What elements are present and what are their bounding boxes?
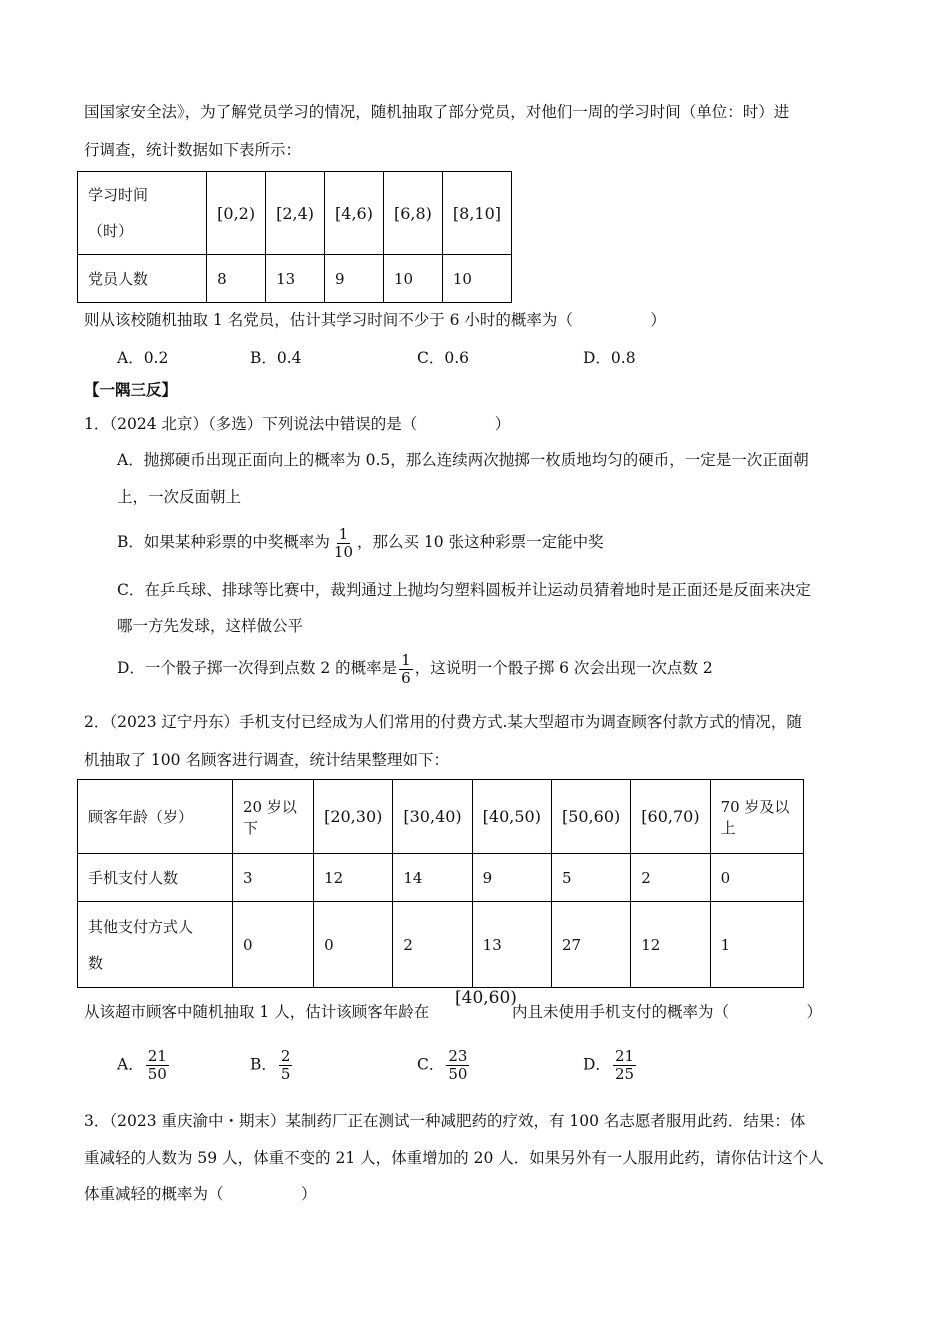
table-header-cell: [60,70) [631, 780, 710, 854]
q1-option-b [117, 524, 604, 561]
fraction-numerator: 1 [338, 524, 349, 543]
section-title: 【一隅三反】 [84, 380, 178, 399]
fraction-numerator: 23 [448, 1047, 468, 1065]
fraction-denominator: 6 [401, 668, 411, 687]
header-label-line2: （时） [88, 222, 134, 240]
table-cell: 党员人数 [78, 255, 207, 303]
fraction [332, 526, 355, 561]
table-cell: 2 [631, 854, 710, 902]
q0-stem: 则从该校随机抽取 1 名党员，估计其学习时间不少于 6 小时的概率为（ ） [84, 311, 666, 329]
fraction [279, 1048, 293, 1083]
table-cell: 5 [551, 854, 630, 902]
q3-line-1: 3．（2023 重庆渝中・期末）某制药厂正在测试一种减肥药的疗效，有 100 名志愿者服用此药．结果：体 [84, 1112, 806, 1130]
table-row [78, 255, 512, 303]
table-cell: 3 [233, 854, 314, 902]
intro-line-2: 行调查，统计数据如下表所示： [84, 141, 302, 159]
table-header-cell: [6,8) [383, 172, 442, 255]
table-cell: 12 [314, 854, 393, 902]
table-header-cell: [0,2) [207, 172, 266, 255]
q3-line-3: 体重减轻的概率为（ ） [84, 1185, 317, 1203]
table-cell: 10 [383, 255, 442, 303]
table-header-cell: 70 岁及以上 [710, 780, 803, 854]
table-cell: 1 [710, 902, 803, 988]
table-cell: 12 [631, 902, 710, 988]
row-label-line2: 数 [88, 953, 104, 972]
table-cell: 13 [266, 255, 325, 303]
q0-option-a: A．0.2 [117, 349, 169, 367]
q2-option-d [583, 1048, 638, 1083]
fraction [613, 1048, 636, 1083]
fraction-denominator: 5 [280, 1065, 291, 1083]
fraction-denominator: 10 [333, 542, 353, 561]
table-row [78, 902, 804, 988]
q1-option-a-line2: 上，一次反面朝上 [117, 488, 242, 506]
table-cell: 27 [551, 902, 630, 988]
table-cell: 0 [710, 854, 803, 902]
fraction [146, 1048, 169, 1083]
table-row [78, 854, 804, 902]
fraction-denominator: 50 [448, 1065, 468, 1083]
q2-stem-interval: [40,60) [455, 988, 517, 1008]
intro-line-1: 国国家安全法》，为了解党员学习的情况，随机抽取了部分党员，对他们一周的学习时间（单位：时）进 [84, 103, 790, 121]
table-header-cell: [8,10] [442, 172, 511, 255]
payment-table [77, 779, 804, 988]
table-header-cell: [50,60) [551, 780, 630, 854]
table-cell: 13 [472, 902, 551, 988]
fraction-numerator: 21 [147, 1047, 167, 1065]
table-cell: 0 [314, 902, 393, 988]
q1-option-c-line1: C．在乒乓球、排球等比赛中，裁判通过上抛均匀塑料圆板并让运动员猜着地时是正面还是反面来决定 [117, 581, 811, 599]
fraction-denominator: 25 [614, 1065, 635, 1083]
option-label: A． [117, 1055, 144, 1074]
q1-option-c-line2: 哪一方先发球，这样做公平 [117, 617, 304, 635]
table-cell: 9 [325, 255, 384, 303]
q2-stem-pre: 从该超市顾客中随机抽取 1 人，估计该顾客年龄在 [84, 1003, 430, 1021]
option-label: C． [417, 1055, 445, 1074]
row-label-line1: 其他支付方式人 [88, 917, 194, 936]
q1-option-d-text: ，这说明一个骰子掷 6 次会出现一次点数 2 [414, 659, 713, 677]
q1-option-d [117, 650, 713, 687]
q0-option-b: B．0.4 [250, 349, 302, 367]
q0-option-d: D．0.8 [583, 349, 636, 367]
table-header-cell: [40,50) [472, 780, 551, 854]
q1-option-a-line1: A．抛掷硬币出现正面向上的概率为 0.5，那么连续两次抛掷一枚质地均匀的硬币，一定是一次正面朝 [117, 451, 809, 469]
q2-option-b [250, 1048, 294, 1083]
q1-option-d-text: D．一个骰子掷一次得到点数 2 的概率是 [117, 659, 398, 677]
table-header-cell [78, 172, 207, 255]
q3-line-2: 重减轻的人数为 59 人，体重不变的 21 人，体重增加的 20 人．如果另外有一人服用此药，请你估计这个人 [84, 1149, 824, 1167]
table-header-cell: [20,30) [314, 780, 393, 854]
fraction-numerator: 1 [401, 650, 411, 669]
fraction [446, 1048, 469, 1083]
table-cell: 8 [207, 255, 266, 303]
fraction-numerator: 21 [614, 1047, 635, 1065]
header-label-line1: 学习时间 [88, 186, 149, 204]
table-cell: 0 [233, 902, 314, 988]
table-cell: 10 [442, 255, 511, 303]
option-label: B． [250, 1055, 277, 1074]
table-header-cell: [2,4) [266, 172, 325, 255]
fraction [399, 652, 413, 687]
q2-option-a [117, 1048, 171, 1083]
study-time-table [77, 171, 512, 303]
fraction-numerator: 2 [280, 1047, 291, 1065]
table-cell: 手机支付人数 [78, 854, 233, 902]
table-cell: 9 [472, 854, 551, 902]
table-header-cell: 顾客年龄（岁） [78, 780, 233, 854]
q2-line-1: 2．（2023 辽宁丹东）手机支付已经成为人们常用的付费方式.某大型超市为调查顾客付款方式的情况，随 [84, 713, 802, 731]
table-header-cell: [30,40) [393, 780, 472, 854]
q2-stem-post: 内且未使用手机支付的概率为（ ） [512, 1003, 823, 1021]
q1-option-b-text: B．如果某种彩票的中奖概率为 [117, 533, 330, 551]
q0-option-c: C．0.6 [417, 349, 470, 367]
q2-line-2: 机抽取了 100 名顾客进行调查，统计结果整理如下： [84, 751, 449, 769]
fraction-denominator: 50 [147, 1065, 167, 1083]
table-row [78, 172, 512, 255]
table-header-cell: [4,6) [325, 172, 384, 255]
table-header-cell: 20 岁以下 [233, 780, 314, 854]
table-cell: 14 [393, 854, 472, 902]
q1-stem: 1．（2024 北京）（多选）下列说法中错误的是（ ） [84, 415, 511, 433]
q2-option-c [417, 1048, 471, 1083]
table-cell [78, 902, 233, 988]
table-row [78, 780, 804, 854]
q1-option-b-text: ，那么买 10 张这种彩票一定能中奖 [357, 533, 604, 551]
option-label: D． [583, 1055, 611, 1074]
table-cell: 2 [393, 902, 472, 988]
